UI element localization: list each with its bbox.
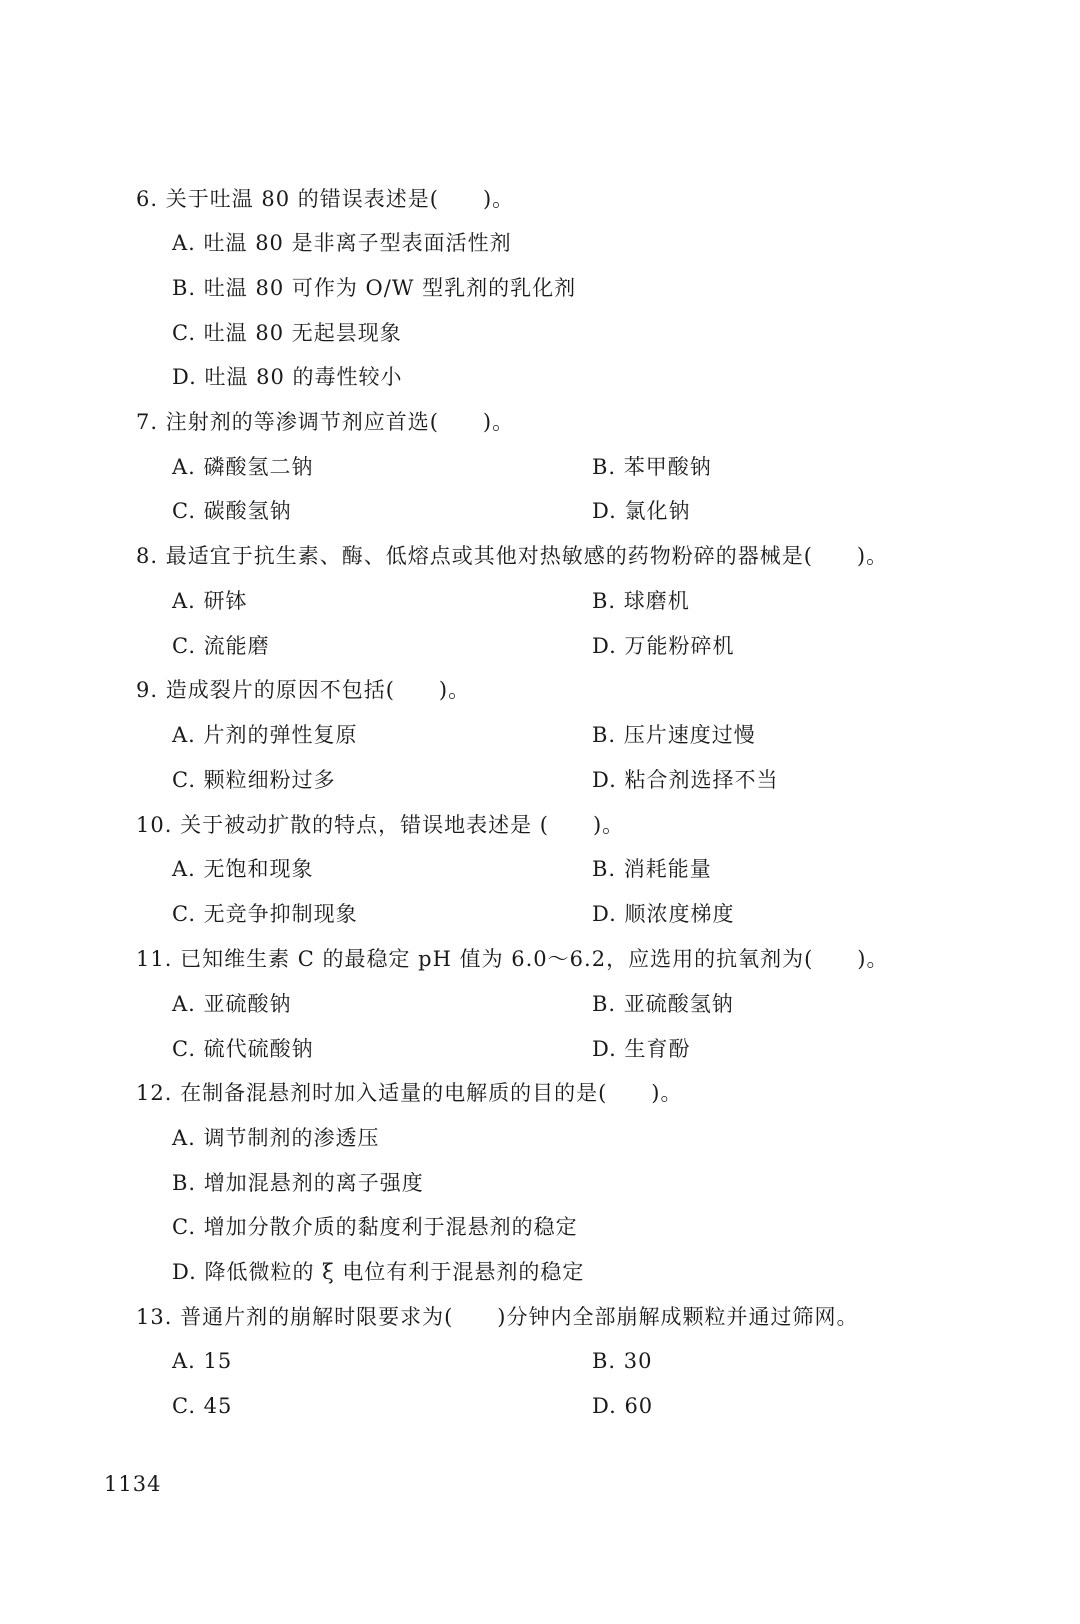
- question-12-option-b: B. 增加混悬剂的离子强度: [172, 1171, 424, 1195]
- question-10-option-a: A. 无饱和现象: [172, 857, 314, 881]
- question-13-stem: 13. 普通片剂的崩解时限要求为( )分钟内全部崩解成颗粒并通过筛网。: [136, 1305, 859, 1329]
- question-11-option-d: D. 生育酚: [592, 1037, 691, 1061]
- question-7-option-b: B. 苯甲酸钠: [592, 455, 712, 479]
- question-13-option-b: B. 30: [592, 1349, 653, 1373]
- question-7-option-d: D. 氯化钠: [592, 499, 691, 523]
- question-9-option-a: A. 片剂的弹性复原: [172, 723, 358, 747]
- question-6-option-a: A. 吐温 80 是非离子型表面活性剂: [172, 231, 512, 255]
- question-10-stem: 10. 关于被动扩散的特点，错误地表述是 ( )。: [136, 813, 625, 837]
- question-8-option-c: C. 流能磨: [172, 634, 270, 658]
- question-10-option-b: B. 消耗能量: [592, 857, 712, 881]
- question-12-option-d: D. 降低微粒的 ξ 电位有利于混悬剂的稳定: [172, 1260, 585, 1284]
- question-11-option-b: B. 亚硫酸氢钠: [592, 992, 734, 1016]
- question-6-option-c: C. 吐温 80 无起昙现象: [172, 321, 402, 345]
- question-8-option-a: A. 研钵: [172, 589, 248, 613]
- question-10-option-d: D. 顺浓度梯度: [592, 902, 735, 926]
- question-13-option-a: A. 15: [172, 1349, 233, 1373]
- question-7-stem: 7. 注射剂的等渗调节剂应首选( )。: [136, 410, 515, 434]
- page-number: 1134: [104, 1472, 162, 1496]
- question-11-stem: 11. 已知维生素 C 的最稳定 pH 值为 6.0～6.2，应选用的抗氧剂为( )。: [136, 947, 889, 971]
- question-12-option-a: A. 调节制剂的渗透压: [172, 1126, 380, 1150]
- question-9-option-c: C. 颗粒细粉过多: [172, 768, 336, 792]
- question-6-stem: 6. 关于吐温 80 的错误表述是( )。: [136, 187, 515, 211]
- question-7-option-a: A. 磷酸氢二钠: [172, 455, 314, 479]
- question-7-option-c: C. 碳酸氢钠: [172, 499, 292, 523]
- question-10-option-c: C. 无竞争抑制现象: [172, 902, 358, 926]
- question-6-option-d: D. 吐温 80 的毒性较小: [172, 365, 403, 389]
- question-8-stem: 8. 最适宜于抗生素、酶、低熔点或其他对热敏感的药物粉碎的器械是( )。: [136, 544, 889, 568]
- question-12-stem: 12. 在制备混悬剂时加入适量的电解质的目的是( )。: [136, 1081, 683, 1105]
- question-12-option-c: C. 增加分散介质的黏度利于混悬剂的稳定: [172, 1215, 578, 1239]
- question-9-option-b: B. 压片速度过慢: [592, 723, 756, 747]
- question-9-stem: 9. 造成裂片的原因不包括( )。: [136, 678, 471, 702]
- question-13-option-c: C. 45: [172, 1394, 233, 1418]
- question-13-option-d: D. 60: [592, 1394, 654, 1418]
- question-11-option-c: C. 硫代硫酸钠: [172, 1037, 314, 1061]
- question-6-option-b: B. 吐温 80 可作为 O/W 型乳剂的乳化剂: [172, 276, 577, 300]
- question-9-option-d: D. 粘合剂选择不当: [592, 768, 779, 792]
- question-8-option-b: B. 球磨机: [592, 589, 690, 613]
- question-8-option-d: D. 万能粉碎机: [592, 634, 735, 658]
- question-11-option-a: A. 亚硫酸钠: [172, 992, 292, 1016]
